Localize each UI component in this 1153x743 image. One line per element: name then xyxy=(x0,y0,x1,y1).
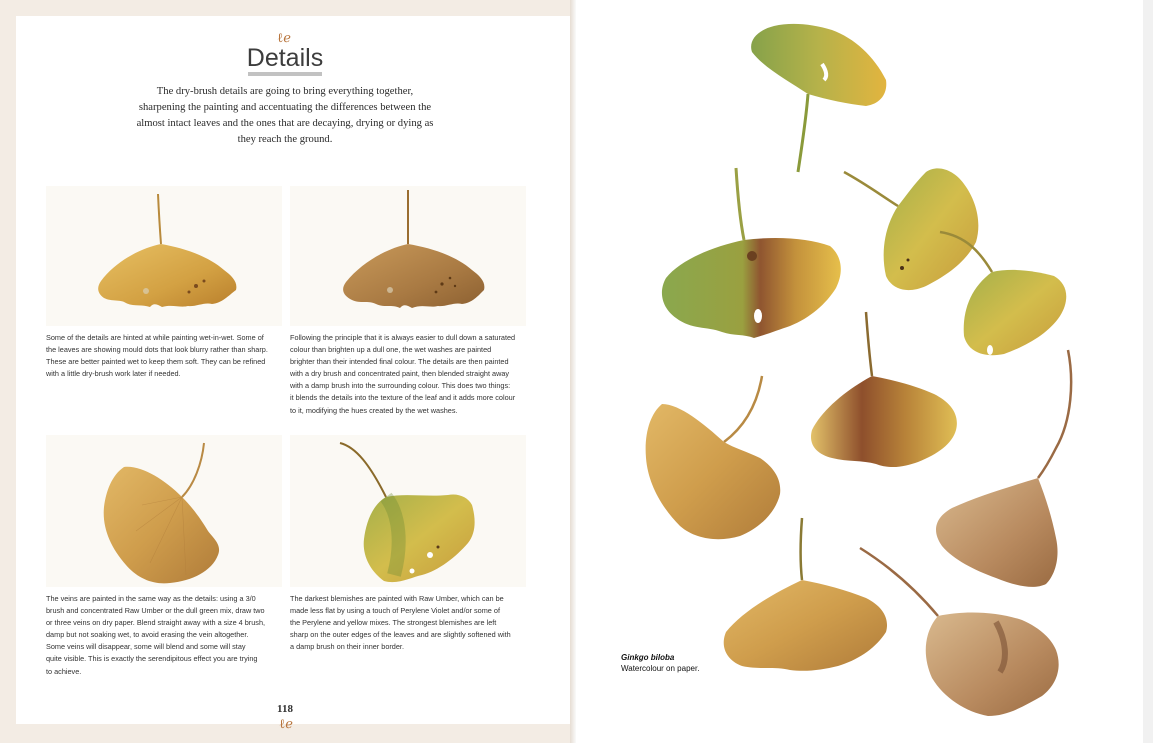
caption-line: with a damp brush into the surrounding colour. This does two things: xyxy=(290,381,511,391)
caption-line: brighter than their intended final colour. The details are then painted xyxy=(290,357,509,367)
caption-line: with a dry brush and concentrated paint, then blended straight away xyxy=(290,369,510,379)
step-caption-1 xyxy=(46,332,282,380)
caption-line: the Perylene and yellow mixes. The strongest blemishes are left xyxy=(290,618,497,628)
plate-caption xyxy=(621,653,699,674)
caption-line: colour than brighten up a dull one, the wet washes are painted xyxy=(290,345,492,355)
page-number: 118 xyxy=(277,703,293,715)
caption-line: damp but not soaking wet, to avoid erasing the vein altogether. xyxy=(46,630,249,640)
intro-line: sharpening the painting and accentuating the differences between the xyxy=(138,102,432,113)
caption-line: the leaves are showing mould dots that look blurry rather than sharp. xyxy=(46,345,268,355)
caption-line: These are better painted wet to keep them soft. They can be refined xyxy=(46,357,266,367)
caption-line: made less flat by using a touch of Perylene Violet and/or some of xyxy=(290,606,500,616)
ornament-top: ℓℯ xyxy=(277,31,291,46)
ginkgo-leaf-illustration xyxy=(46,435,282,587)
title-underline xyxy=(248,72,322,76)
step-caption-3 xyxy=(46,593,282,678)
caption-line: sharp on the outer edges of the leaves and are slightly softened with xyxy=(290,630,511,640)
step-image-4 xyxy=(290,435,526,587)
intro-line: they reach the ground. xyxy=(237,134,333,145)
leaf-e xyxy=(811,312,957,467)
step-caption-4 xyxy=(290,593,535,653)
caption-line: Some veins will disappear, some will blend and some will stay xyxy=(46,642,246,652)
intro-line: The dry-brush details are going to bring everything together, xyxy=(156,86,414,97)
caption-line: Some of the details are hinted at while painting wet-in-wet. Some of xyxy=(46,333,264,342)
ornament-bottom: ℓℯ xyxy=(279,717,293,732)
page-edge xyxy=(1143,0,1153,743)
step-image-2 xyxy=(290,186,526,326)
caption-line: brush and concentrated Raw Umber or the dull green mix, draw two xyxy=(46,606,265,616)
step-image-3 xyxy=(46,435,282,587)
caption-line: with a little dry-brush work later if needed. xyxy=(46,369,181,379)
caption-line: Following the principle that it is always easier to dull down a saturated xyxy=(290,333,516,342)
leaf-f xyxy=(646,376,781,539)
caption-line: to it, modifying the hues created by the wet washes. xyxy=(290,405,458,415)
caption-line: The veins are painted in the same way as the details: using a 3/0 xyxy=(46,594,256,603)
ginkgo-leaf-illustration xyxy=(290,186,526,326)
step-image-1 xyxy=(46,186,282,326)
leaf-a xyxy=(751,24,886,172)
caption-line: quite visible. This is exactly the serendipitous effect you are trying xyxy=(46,654,258,664)
intro-line: almost intact leaves and the ones that are decaying, drying or dying as xyxy=(136,118,434,129)
caption-line: The darkest blemishes are painted with Raw Umber, which can be xyxy=(290,594,504,603)
species-name: Ginkgo biloba xyxy=(621,653,675,662)
intro-paragraph xyxy=(115,84,455,148)
ginkgo-plate-illustration xyxy=(576,0,1143,743)
plate-medium: Watercolour on paper. xyxy=(621,663,700,673)
caption-line: it blends the details into the texture of the leaf and it adds more colour xyxy=(290,393,516,403)
page-title: Details xyxy=(246,44,324,72)
leaf-g xyxy=(936,350,1071,587)
caption-line: to achieve. xyxy=(46,666,82,676)
ginkgo-leaf-illustration xyxy=(46,186,282,326)
caption-line: a damp brush on their inner border. xyxy=(290,642,404,652)
leaf-h xyxy=(724,518,887,671)
ginkgo-leaf-illustration xyxy=(290,435,526,587)
leaf-b xyxy=(662,168,841,338)
leaf-c xyxy=(844,168,978,290)
step-caption-2 xyxy=(290,332,535,417)
caption-line: or three veins on dry paper. Blend straight away with a size 4 brush, xyxy=(46,618,266,628)
